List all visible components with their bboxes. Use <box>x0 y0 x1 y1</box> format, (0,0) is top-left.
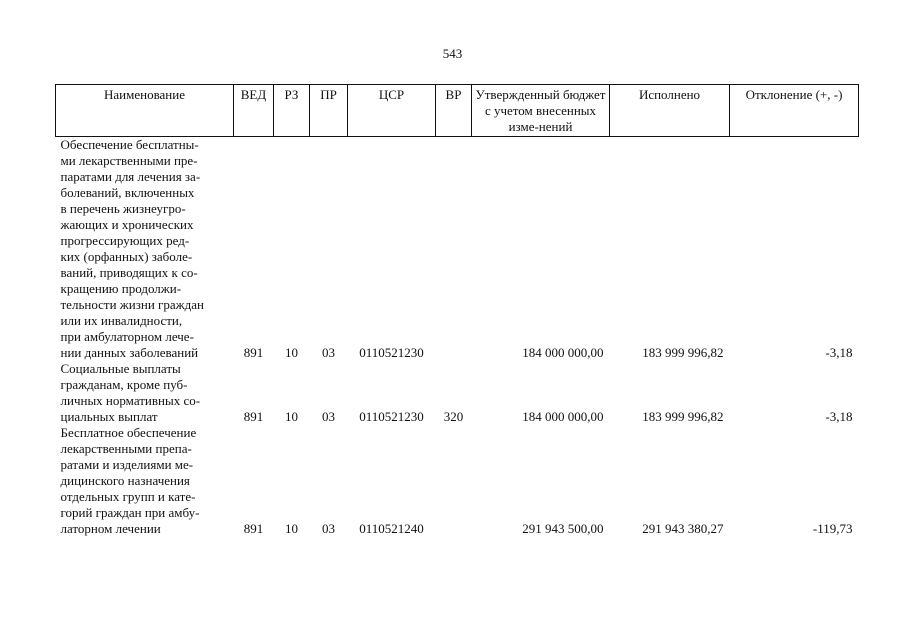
header-pr: ПР <box>310 85 348 137</box>
row-deviation: -3,18 <box>825 409 853 424</box>
page-number: 543 <box>442 46 463 61</box>
row-executed: 291 943 380,27 <box>642 521 724 536</box>
row-ved: 891 <box>243 409 264 424</box>
row-approved: 184 000 000,00 <box>522 409 604 424</box>
header-csr: ЦСР <box>348 85 436 137</box>
row-vr: 320 <box>443 409 464 424</box>
row-pr: 03 <box>322 409 335 424</box>
row-vr <box>436 425 472 537</box>
row-name: Обеспечение бесплатны- ми лекарственными пре- паратами для лечения за- болеваний, включенных в перечень жизнеугро- жающих и хронических прогрессирующих ред- ких (орфанных) заболе- ваний, приводящих к со- кращению продолжи- тельности жизни граждан или их инвалидности, при амбулаторном лече- нии данных заболеваний <box>60 137 204 360</box>
row-deviation: -119,73 <box>812 521 853 536</box>
row-rz: 10 <box>285 521 298 536</box>
row-approved: 184 000 000,00 <box>522 345 604 360</box>
row-executed: 183 999 996,82 <box>642 409 724 424</box>
row-rz: 10 <box>285 409 298 424</box>
table-row <box>56 425 859 537</box>
row-pr: 03 <box>322 345 335 360</box>
row-pr: 03 <box>322 521 335 536</box>
row-executed: 183 999 996,82 <box>642 345 724 360</box>
row-csr: 0110521230 <box>359 345 424 360</box>
row-rz: 10 <box>285 345 298 360</box>
row-csr: 0110521230 <box>359 409 424 424</box>
header-vr: ВР <box>436 85 472 137</box>
row-deviation: -3,18 <box>825 345 853 360</box>
row-vr <box>436 137 472 362</box>
row-ved: 891 <box>243 521 264 536</box>
row-name: Социальные выплаты гражданам, кроме пуб- личных нормативных со- циальных выплат <box>60 361 201 424</box>
header-deviation: Отклонение (+, -) <box>730 85 859 137</box>
row-approved: 291 943 500,00 <box>522 521 604 536</box>
header-rz: РЗ <box>274 85 310 137</box>
row-name: Бесплатное обеспечение лекарственными препа- ратами и изделиями ме- дицинского назначения отдельных групп и кате- горий граждан при амбу- латорном лечении <box>60 425 200 536</box>
row-ved: 891 <box>243 345 264 360</box>
header-name: Наименование <box>56 85 234 137</box>
header-approved-budget: Утвержденный бюджет с учетом внесенных изме-нений <box>472 85 610 137</box>
header-executed: Исполнено <box>610 85 730 137</box>
table-row <box>56 137 859 362</box>
budget-execution-table <box>55 84 859 537</box>
table-row <box>56 361 859 425</box>
header-ved: ВЕД <box>234 85 274 137</box>
row-csr: 0110521240 <box>359 521 424 536</box>
header-row <box>56 85 859 137</box>
